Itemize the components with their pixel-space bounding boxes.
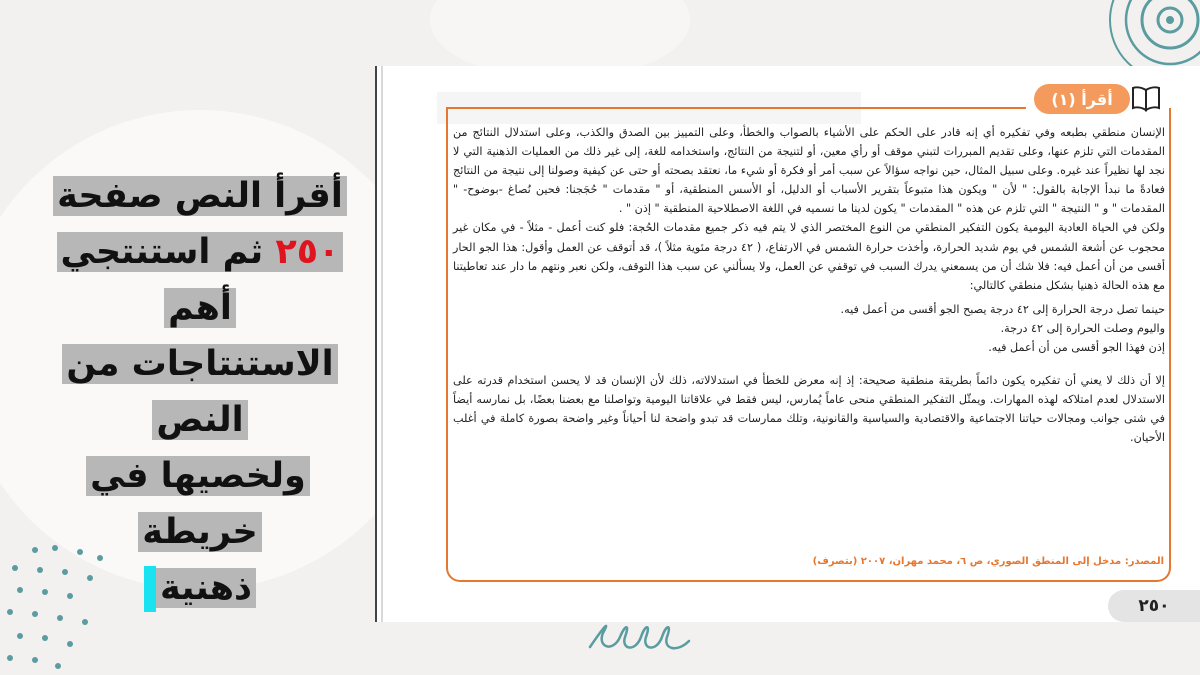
instruction-line-3: الاستنتاجات من النص: [62, 344, 337, 440]
instruction-line-2: ثم استنتجي أهم: [60, 232, 264, 328]
instruction-line-5: ذهنية: [156, 568, 256, 608]
syllogism-conclusion: إذن فهذا الجو أقسى من أن أعمل فيه.: [988, 341, 1165, 355]
paragraph-3: إلا أن ذلك لا يعني أن تفكيره يكون دائماً بطريقة منطقية صحيحة: إذ إنه معرض للخطأ في استدلالاته، ذلك لأن الإنسان قد لا يحسن استخدام قدرته على الاستدلال لعدم امتلاكه لهذه المهارات. ويمثّل التفكير المنطقي منحى عاماً يُمارس، ليس فقط في علاقاتنا اليومية وتواصلنا مع بعضنا بعضًا، بل نمارسه أيضاً في شتى جوانب ومجالات حياتنا الاجتماعية والاقتصادية والسياسية والقانونية، وتلك ممارسات قد تبدو واضحة لنا أحياناً وغير واضحة بصورة كاملة في أغلب الأحيان.: [453, 374, 1165, 445]
syllogism-premise-1: حينما تصل درجة الحرارة إلى ٤٢ درجة يصبح الجو أقسى من أعمل فيه.: [840, 302, 1165, 316]
instruction-line-1: أقرأ النص صفحة: [53, 176, 347, 216]
page-binding-edge: [381, 66, 383, 622]
paragraph-2: ولكن في الحياة العادية اليومية يكون التفكير المنطقي من النوع المختصر الذي لا يتم فيه ذكر جميع مقدمات الحُجة: فلو كنت أعمل - مثلاً - في مكان غير محجوب عن أشعة الشمس في يوم شديد الحرارة، وأخذت حرارة الشمس في الارتفاع، ( ٤٢ درجة مئوية مثلاً )، قد أتوقف عن العمل وأقول: هذا الجو الحار أقسى من أن أعمل فيه: فلا شك أن من يسمعني يدرك السبب في توقفي عن العمل، ولا يسألني عن سبب هذا التوقف، ولكن نعبر ونتهم ما دار عند تعاطيتنا مع هذه الحالة ذهنيا بشكل منطقي كالتالي:: [453, 221, 1165, 292]
paragraph-1: الإنسان منطقي بطبعه وفي تفكيره أي إنه قادر على الحكم على الأشياء بالصواب والخطأ، وعلى التمييز بين الصدق والكذب، وعلى استدلال النتائج من المقدمات التي تلزم عنها، وعلى تقديم المبررات لتبني موقف أو رأي معين، أو لتنيجة من النتائج، واستخدامه للغة، إلى غير ذلك من العمليات الذهنية التي لا نجد لها نظيراً عند غيره. وعلى سبيل المثال، حين نواجه سؤالاً عن سبب أمر أو فكرة أو شيء ما، نعتقد بصحته أو حتى عن كيفية وصولنا إلى نتيجة من النتائج فعادةً ما نبدأ الإجابة بالقول: " لأن " ويكون هذا متبوعاً بتقرير الأسباب أو الدليل، أو الأسس المنطقية، أو " مقدمات " حُجَجنا: فحين نُصاغ -بوضوح- " المقدمات " و " النتيجة " التي تلزم عن هذه " المقدمات " يكون لدينا ما نسميه في اللغة الاصطلاحية المنطقية " إذن " .: [453, 126, 1165, 216]
instruction-text: [25, 168, 375, 616]
source-citation: المصدر: مدخل إلى المنطق الصوري، ص ٦، محمد مهران، ٢٠٠٧ (بتصرف): [812, 556, 1164, 567]
page-number: ٢٥٠: [1108, 590, 1200, 622]
reading-tab: [1034, 84, 1130, 114]
reading-tab-label: أقرأ (١): [1051, 89, 1113, 109]
swirl-decoration: [585, 615, 695, 665]
book-open-icon: [1130, 84, 1162, 114]
instruction-line-4: ولخصيها في خريطة: [86, 456, 310, 552]
text-cursor: [144, 566, 156, 612]
page-number-reference: ٢٥٠: [275, 232, 340, 272]
reading-text: [453, 123, 1165, 448]
syllogism-premise-2: واليوم وصلت الحرارة إلى ٤٢ درجة.: [1000, 321, 1165, 335]
